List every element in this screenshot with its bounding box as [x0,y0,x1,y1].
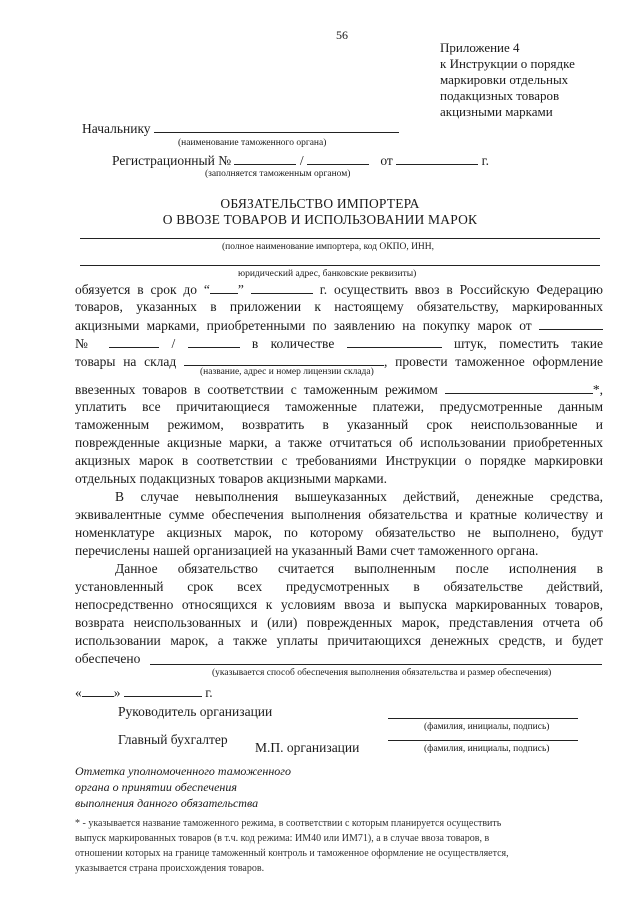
deadline-month-field[interactable] [251,281,313,294]
body-line: В случае невыполнения вышеуказанных действий, денежные средства, [115,489,603,504]
warehouse-field[interactable] [184,353,384,366]
stamp-label: М.П. организации [255,740,360,755]
sign-month-field[interactable] [124,684,202,697]
accountant-signature-field[interactable] [388,740,578,741]
body-line: номенклатуре акцизных марок, по которому обязательство не выполнено, будут [75,525,603,540]
page-number: 56 [336,28,348,42]
body-line: возврата неиспользованных и (или) поврежденных марок, представления отчета об [75,615,603,630]
customs-body-field[interactable] [154,120,399,133]
deadline-day-field[interactable] [210,281,238,294]
body-line: поврежденные акцизные марки, а также отчитаться об использовании приобретенных [75,435,603,450]
warehouse-caption: (название, адрес и номер лицензии склада) [200,367,374,377]
address-caption: юридический адрес, банковские реквизиты) [238,269,417,279]
customs-note-line: выполнения данного обязательства [75,796,259,810]
application-number-field[interactable] [109,335,159,348]
importer-address-field[interactable] [80,265,600,266]
body-line: эквивалентные сумме обеспечения выполнения обязательства и кратные количеству и [75,507,603,522]
importer-caption: (полное наименование импортера, код ОКПО, ИНН, [222,242,435,252]
customs-caption: (наименование таможенного органа) [178,138,327,148]
body-line: отдельных подакцизных товаров акцизными марками. [75,471,388,486]
body-line: ввезенных товаров в соответствии с таможенным режимом *, [75,382,603,397]
appendix-note [440,40,575,120]
reg-number-field[interactable] [234,152,296,165]
customs-note-line: органа о принятии обеспечения [75,780,237,794]
quantity-field[interactable] [347,335,442,348]
body-line: установленный срок всех предусмотренных в обязательстве действий, [75,579,603,594]
head-signature-field[interactable] [388,718,578,719]
reg-number-field-2[interactable] [307,152,369,165]
security-method-field[interactable] [150,664,602,665]
appendix-line: Приложение 4 [440,40,520,55]
reg-from: от [380,153,393,168]
accountant-label: Главный бухгалтер [118,732,228,747]
reg-caption: (заполняется таможенным органом) [205,169,351,179]
head-label: Руководитель организации [118,704,273,719]
body-line: непосредственно относящихся к условиям ввоза и выпуска маркированных товаров, [75,597,603,612]
importer-name-field[interactable] [80,238,600,239]
body-line: № / в количестве штук, поместить такие [75,336,603,351]
security-caption: (указывается способ обеспечения выполнения обязательства и размер обеспечения) [212,668,552,678]
signature-caption-2: (фамилия, инициалы, подпись) [424,744,550,754]
footnote-line: выпуск маркированных товаров (в т.ч. код режима: ИМ40 или ИМ71), а в случае ввоза товаров, в [75,833,490,844]
body-line: товаров, указанных в приложении к настоящему обязательству, маркированных [75,299,603,314]
signature-date: « » г. [75,685,213,700]
appendix-line: маркировки отдельных [440,72,569,87]
application-date-field[interactable] [539,317,603,330]
body-line: уплатить все причитающиеся таможенные платежи, предусмотренные данным [75,399,603,414]
reg-year: г. [481,153,489,168]
appendix-line: акцизными марками [440,104,553,119]
footnote-line: отношении которых на границе таможенный контроль и таможенное оформление не осуществляется, [75,848,509,859]
customs-regime-field[interactable] [445,381,593,394]
signature-caption-1: (фамилия, инициалы, подпись) [424,722,550,732]
addressee-line [82,120,399,137]
to-label: Начальнику [82,121,151,136]
registration-line [112,152,489,169]
body-line: акцизными марками, приобретенными по заявлению на покупку марок от [75,317,603,334]
body-line: таможенным режимом, возвратить в указанный срок неиспользованные и [75,417,603,432]
body-line: использовании марок, а также уплаты причитающихся денежных средств, и будет [75,633,603,648]
body-line: акцизных марок в соответствии с требованиями Инструкции о порядке маркировки [75,453,603,468]
body-line: обеспечено [75,651,141,666]
appendix-line: подакцизных товаров [440,88,560,103]
body-line: обязуется в срок до “ ” г. осуществить ввоз в Российскую Федерацию [75,282,603,297]
footnote-line: указывается страна происхождения товаров. [75,863,265,874]
document-title: ОБЯЗАТЕЛЬСТВО ИМПОРТЕРА [220,196,420,211]
body-line: товары на склад , провести таможенное оформление [75,354,603,369]
appendix-line: к Инструкции о порядке [440,56,575,71]
body-line: Данное обязательство считается выполненным после исполнения в [115,561,603,576]
reg-date-field[interactable] [396,152,478,165]
sign-day-field[interactable] [82,684,114,697]
customs-note-line: Отметка уполномоченного таможенного [75,764,291,778]
reg-label: Регистрационный № [112,153,232,168]
document-subtitle: О ВВОЗЕ ТОВАРОВ И ИСПОЛЬЗОВАНИИ МАРОК [162,212,478,227]
reg-slash: / [299,153,304,168]
application-number-field-2[interactable] [188,335,240,348]
body-line: перечислены нашей организацией на указанный Вами счет таможенного органа. [75,543,539,558]
footnote-line: * - указывается название таможенного режима, в соответствии с которым планируется осуществить [75,818,502,829]
